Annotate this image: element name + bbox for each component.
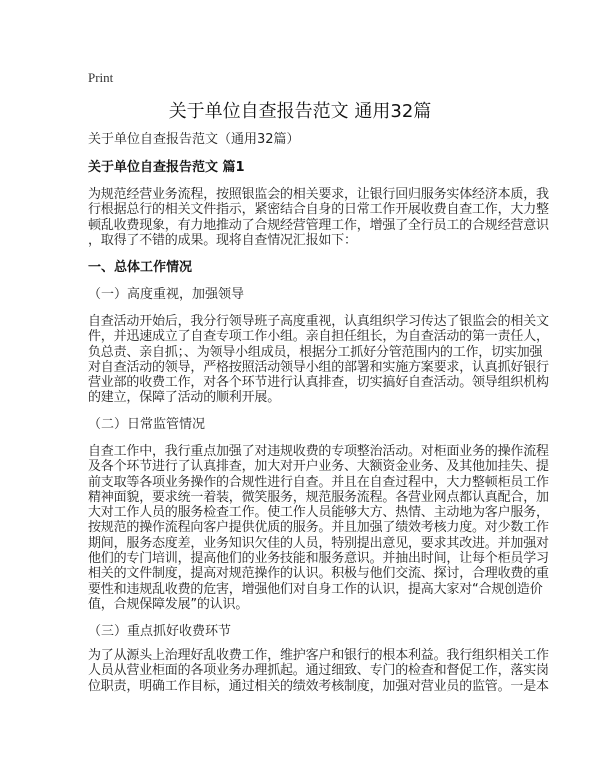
text-line: 顿乱收费现象，有力地推动了合规经营管理工作，增强了全行员工的合规经营意识: [88, 217, 549, 233]
subheading-2: （二）日常监管情况: [88, 417, 206, 432]
text-line: 人员从营业柜面的各项业务办理抓起。通过细致、专门的检查和督促工作，落实岗: [88, 663, 549, 679]
text-line: 为了从源头上治理好乱收费工作，维护客户和银行的根本利益。我行组织相关工作: [88, 648, 549, 663]
paragraph-3: [88, 648, 549, 694]
subheading-3: （三）重点抓好收费环节: [88, 624, 232, 639]
text-line: 要性和违规乱收费的危害，增强他们对自身工作的认识，提高大家对“合规创造价: [88, 581, 543, 597]
text-line: 对自查活动的领导，严格按照活动领导小组的部署和实施方案要求，认真抓好银行: [88, 359, 549, 375]
text-line: 按规范的操作流程向客户提供优质的服务。并且加强了绩效考核力度。对少数工作: [88, 520, 549, 536]
text-line: 大对工作人员的服务检查工作。使工作人员能够大方、热情、主动地为客户服务，: [88, 505, 549, 521]
text-line: 及各个环节进行了认真排查，加大对开户业务、大额资金业务、及其他加挂失、提: [88, 459, 549, 475]
paragraph-1: [88, 314, 549, 406]
text-line: 为规范经营业务流程，按照银监会的相关要求，让银行回归服务实体经济本质，我: [88, 187, 549, 202]
subheading-1: （一）高度重视，加强领导: [88, 287, 245, 302]
text-line: ，取得了不错的成果。现将自查情况汇报如下：: [88, 232, 357, 248]
text-line: 行根据总行的相关文件指示，紧密结合自身的日常工作开展收费自查工作，大力整: [88, 202, 549, 218]
text-line: 期间，服务态度差，业务知识欠佳的人员，特别提出意见，要求其改进。并加强对: [88, 535, 549, 551]
document-title: 关于单位自查报告范文 通用32篇: [168, 101, 432, 122]
text-line: 自查活动开始后，我分行领导班子高度重视，认真组织学习传达了银监会的相关文: [88, 314, 549, 329]
text-line: 营业部的收费工作，对各个环节进行认真排查，切实搞好自查活动。领导组织机构: [88, 375, 549, 391]
section-heading: 关于单位自查报告范文 篇1: [88, 160, 245, 175]
text-line: 位职责，明确工作目标，通过相关的绩效考核制度，加强对营业员的监管。一是本: [88, 678, 549, 694]
heading-overall: 一、总体工作情况: [88, 260, 193, 275]
text-line: 件，并迅速成立了自查专项工作小组。亲自担任组长，为自查活动的第一责任人，: [88, 329, 549, 345]
paragraph-2: [88, 444, 549, 612]
text-line: 自查工作中，我行重点加强了对违规收费的专项整治活动。对柜面业务的操作流程: [88, 444, 549, 459]
text-line: 的建立，保障了活动的顺利开展。: [88, 390, 281, 406]
text-line: 相关的文件制度，提高对规范操作的认识。积极与他们交流、探讨，合理收费的重: [88, 566, 549, 582]
text-line: 负总责、亲自抓；、为领导小组成员，根据分工抓好分管范围内的工作，切实加强: [88, 344, 543, 360]
text-line: 他们的专门培训，提高他们的业务技能和服务意识。并抽出时间，让每个柜员学习: [88, 551, 549, 567]
document-subtitle: 关于单位自查报告范文（通用32篇）: [88, 132, 300, 147]
text-line: 值，合规保障发展”的认识。: [88, 596, 249, 612]
text-line: 精神面貌，要求统一着装，微笑服务，规范服务流程。各营业网点都认真配合，加: [88, 489, 549, 505]
text-line: 前支取等各项业务操作的合规性进行自查。并且在自查过程中，大力整顿柜员工作: [88, 474, 549, 490]
intro-paragraph: [88, 187, 549, 248]
print-label: Print: [88, 70, 114, 85]
